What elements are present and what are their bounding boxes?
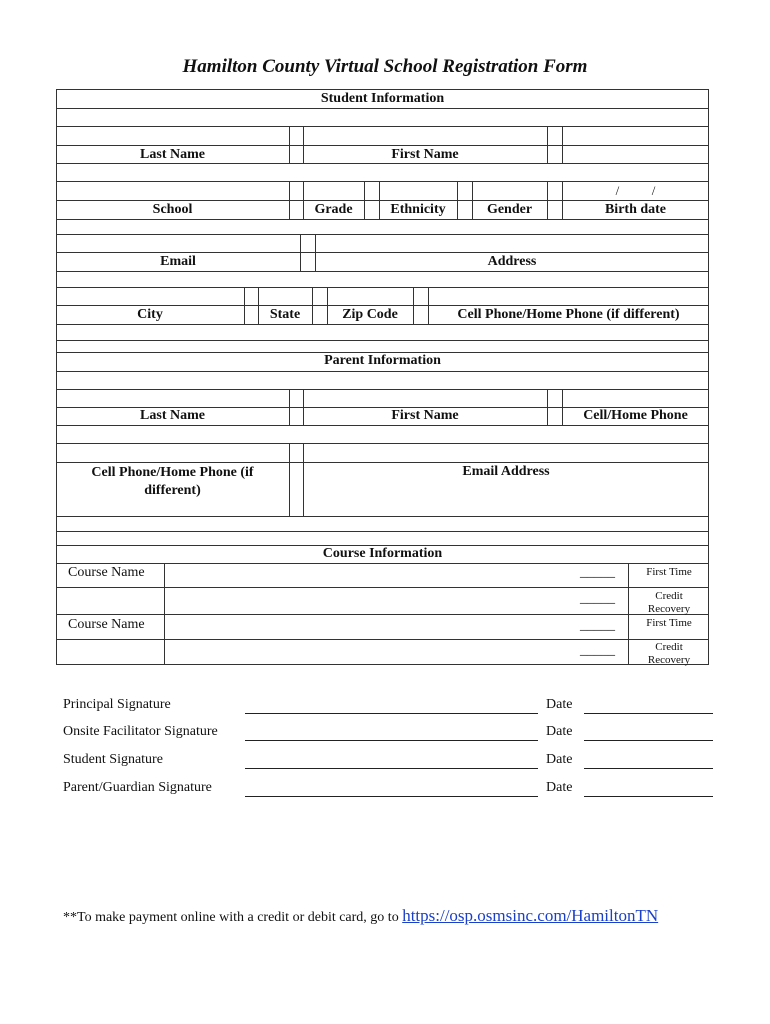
col-divider	[547, 389, 548, 425]
facilitator-signature-label: Onsite Facilitator Signature	[63, 724, 218, 739]
gender-label: Gender	[486, 202, 533, 217]
credit-recovery-label-1: Credit Recovery	[647, 590, 691, 615]
parent-info-header: Parent Information	[324, 353, 441, 368]
col-divider	[457, 181, 458, 219]
address-label: Address	[487, 254, 537, 269]
row-divider	[56, 587, 164, 588]
row-divider	[56, 126, 709, 127]
email-label: Email	[160, 254, 196, 269]
row-divider	[56, 531, 709, 532]
student-date-label: Date	[546, 752, 573, 767]
credit-recovery-blank-2: _____	[580, 643, 615, 658]
state-label: State	[269, 307, 301, 322]
form-title: Hamilton County Virtual School Registration Form	[182, 56, 588, 77]
student-signature-label: Student Signature	[63, 752, 163, 767]
student-date-line[interactable]	[584, 768, 713, 769]
row-divider	[56, 108, 709, 109]
col-divider	[289, 389, 290, 425]
grade-label: Grade	[314, 202, 353, 217]
payment-link[interactable]: https://osp.osmsinc.com/HamiltonTN	[402, 906, 659, 925]
row-divider	[56, 462, 709, 463]
first-time-label-2: First Time	[646, 617, 692, 629]
row-divider	[56, 340, 709, 341]
credit-recovery-label-2: Credit Recovery	[647, 641, 691, 666]
col-divider	[312, 287, 313, 324]
parent-first-name-label: First Name	[391, 408, 459, 423]
facilitator-signature-line[interactable]	[245, 740, 538, 741]
birth-date-label: Birth date	[604, 202, 667, 217]
parent-cell-phone-alt-label: Cell Phone/Home Phone (if different)	[91, 465, 254, 498]
payment-note-text: **To make payment online with a credit or debit card, go to	[63, 910, 403, 925]
principal-date-line[interactable]	[584, 713, 713, 714]
row-divider	[56, 234, 709, 235]
col-divider	[164, 563, 165, 665]
guardian-date-line[interactable]	[584, 796, 713, 797]
parent-email-address-label: Email Address	[462, 464, 550, 479]
row-divider	[56, 219, 709, 220]
zip-code-label: Zip Code	[342, 307, 398, 322]
row-divider	[56, 271, 709, 272]
guardian-date-label: Date	[546, 780, 573, 795]
student-last-name-label: Last Name	[140, 147, 205, 162]
course-name-label-2: Course Name	[68, 617, 145, 632]
ethnicity-label: Ethnicity	[390, 202, 446, 217]
row-divider	[56, 639, 709, 640]
course-info-header: Course Information	[322, 546, 443, 561]
row-divider	[56, 252, 709, 253]
row-divider	[56, 389, 709, 390]
col-divider	[628, 563, 629, 665]
student-cell-phone-label: Cell Phone/Home Phone (if different)	[457, 307, 680, 322]
first-time-label-1: First Time	[646, 566, 692, 578]
col-divider	[547, 126, 548, 163]
col-divider	[364, 181, 365, 219]
row-divider	[56, 181, 709, 182]
col-divider	[562, 126, 563, 163]
school-label: School	[152, 202, 193, 217]
first-time-blank-2: _____	[580, 618, 615, 633]
col-divider	[300, 234, 301, 271]
course-name-label-1: Course Name	[68, 565, 145, 580]
row-divider	[56, 563, 709, 564]
student-info-header: Student Information	[320, 91, 445, 106]
facilitator-date-line[interactable]	[584, 740, 713, 741]
guardian-signature-line[interactable]	[245, 796, 538, 797]
credit-recovery-blank-1: _____	[580, 591, 615, 606]
principal-signature-label: Principal Signature	[63, 697, 171, 712]
row-divider	[56, 443, 709, 444]
parent-last-name-label: Last Name	[140, 408, 205, 423]
parent-cell-home-phone-label: Cell/Home Phone	[583, 408, 688, 423]
col-divider	[289, 181, 290, 219]
row-divider	[56, 163, 709, 164]
row-divider	[56, 145, 709, 146]
row-divider	[56, 287, 709, 288]
col-divider	[244, 287, 245, 324]
principal-signature-line[interactable]	[245, 713, 538, 714]
birth-date-slashes: / /	[615, 183, 656, 198]
row-divider	[56, 425, 709, 426]
row-divider	[56, 614, 709, 615]
row-divider	[56, 200, 709, 201]
row-divider	[56, 324, 709, 325]
first-time-blank-1: _____	[580, 565, 615, 580]
principal-date-label: Date	[546, 697, 573, 712]
row-divider	[56, 371, 709, 372]
student-first-name-label: First Name	[391, 147, 459, 162]
col-divider	[289, 443, 290, 516]
city-label: City	[137, 307, 163, 322]
facilitator-date-label: Date	[546, 724, 573, 739]
row-divider	[56, 305, 709, 306]
row-divider	[56, 516, 709, 517]
col-divider	[289, 126, 290, 163]
col-divider	[413, 287, 414, 324]
col-divider	[547, 181, 548, 219]
student-signature-line[interactable]	[245, 768, 538, 769]
payment-note	[63, 906, 658, 926]
guardian-signature-label: Parent/Guardian Signature	[63, 780, 212, 795]
